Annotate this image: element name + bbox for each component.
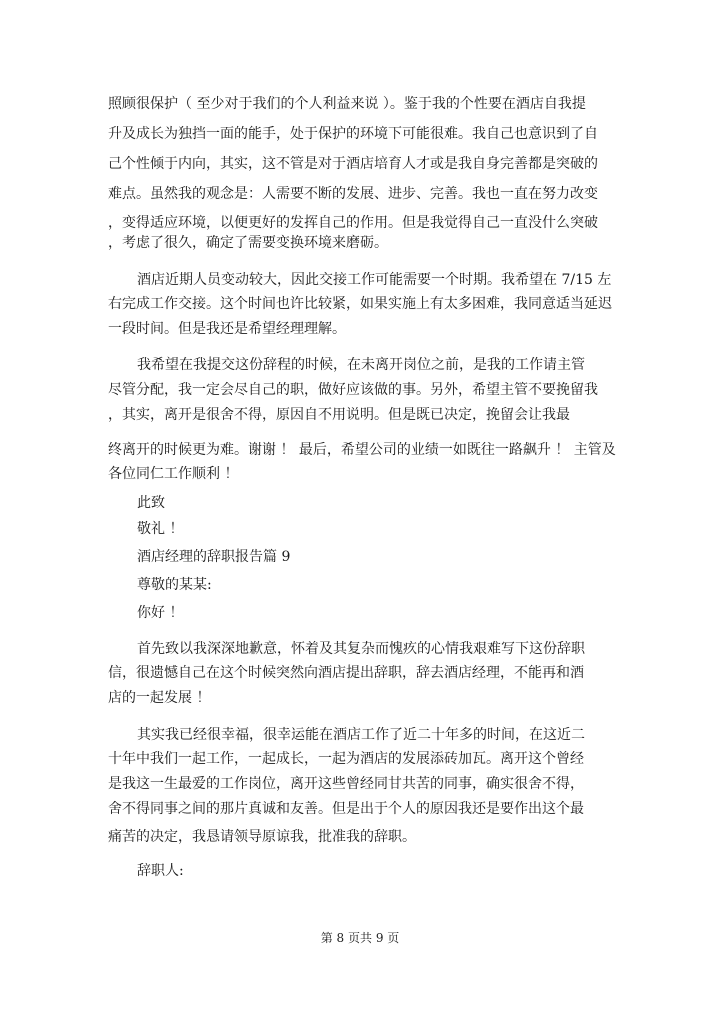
paragraph-line: ，考虑了很久，确定了需要变换环境来磨砺。 (108, 235, 388, 251)
signature-label: 辞职人: (137, 863, 184, 879)
paragraph-line: 照顾很保护（ 至少对于我们的个人利益来说 ）。鉴于我的个性要在酒店自我提 (108, 96, 586, 112)
addressee: 尊敬的某某: (137, 577, 212, 593)
page-number: 第 8 页共 9 页 (320, 931, 400, 945)
paragraph-line: 一段时间。但是我还是希望经理理解。 (108, 321, 346, 337)
paragraph-line: 各位同仁工作顺利 ！ (108, 466, 239, 482)
closing-greeting: 敬礼 ！ (137, 521, 184, 537)
paragraph-line: 痛苦的决定，我恳请领导原谅我，批准我的辞职。 (108, 829, 416, 845)
paragraph-line: 是我这一生最爱的工作岗位，离开这些曾经同甘共苦的同事，确实很舍不得， (108, 776, 584, 792)
paragraph-line: 舍不得同事之间的那片真诚和友善。但是出于个人的原因我还是要作出这个最 (108, 801, 584, 817)
greeting: 你好 ！ (137, 605, 184, 621)
paragraph-line: 十年中我们一起工作，一起成长，一起为酒店的发展添砖加瓦。离开这个曾经 (108, 751, 584, 767)
paragraph-line: 难点。虽然我的观念是：人需要不断的发展、进步、完善。我也一直在努力改变 (108, 186, 598, 202)
paragraph-line: 己个性倾于内向，其实，这不管是对于酒店培育人才或是我自身完善都是突破的 (108, 156, 598, 172)
paragraph-line: 信，很遗憾自己在这个时候突然向酒店提出辞职，辞去酒店经理，不能再和酒 (108, 665, 584, 681)
paragraph-line: 其实我已经很幸福，很幸运能在酒店工作了近二十年多的时间，在这近二 (137, 727, 585, 743)
paragraph-line: ，变得适应环境，以便更好的发挥自己的作用。但是我觉得自己一直没什么突破 (108, 215, 598, 231)
paragraph-line: 我希望在我提交这份辞程的时候，在未离开岗位之前，是我的工作请主管 (137, 357, 585, 373)
paragraph-line: 酒店近期人员变动较大，因此交接工作可能需要一个时期。我希望在 7/15 左 (137, 272, 612, 288)
section-heading: 酒店经理的辞职报告篇 9 (137, 549, 291, 565)
paragraph-line: 首先致以我深深地歉意，怀着及其复杂而愧疚的心情我艰难写下这份辞职 (137, 641, 585, 657)
paragraph-line: 尽管分配，我一定会尽自己的职，做好应该做的事。另外，希望主管不要挽留我 (108, 382, 598, 398)
paragraph-line: ，其实，离开是很舍不得，原因自不用说明。但是既已决定，挽留会让我最 (108, 407, 570, 423)
paragraph-line: 店的一起发展 ！ (108, 690, 211, 706)
paragraph-line: 升及成长为独挡一面的能手，处于保护的环境下可能很难。我自己也意识到了自 (108, 126, 598, 142)
paragraph-line: 右完成工作交接。这个时间也许比较紧，如果实施上有太多困难，我同意适当延迟 (108, 296, 612, 312)
closing-salutation: 此致 (137, 495, 165, 511)
paragraph-line: 终离开的时候更为难。谢谢 ！ 最后，希望公司的业绩一如既往一路飙升 ！ 主管及 (108, 442, 616, 458)
